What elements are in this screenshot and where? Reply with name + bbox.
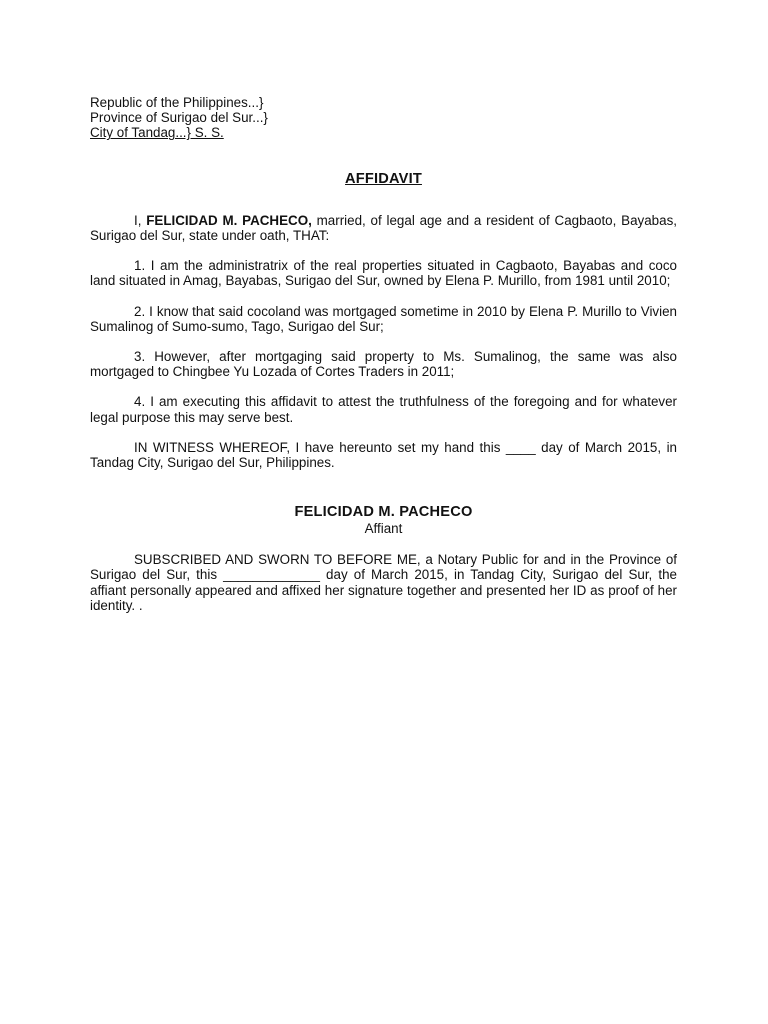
document-title: AFFIDAVIT <box>345 170 422 187</box>
intro-paragraph <box>90 213 677 243</box>
venue-city: City of Tandag...} S. S. <box>90 125 224 141</box>
jurat-paragraph: SUBSCRIBED AND SWORN TO BEFORE ME, a Notary Public for and in the Province of Surigao del Sur, this _____________ day of March 2015, in Tandag City, Surigao del Sur, the affiant personally appeared and affixed her signature together and presented her ID as proof of her identity. . <box>90 552 677 613</box>
venue-header <box>90 95 677 141</box>
document-page <box>90 95 677 628</box>
statement-item-4: 4. I am executing this affidavit to attest the truthfulness of the foregoing and for whatever legal purpose this may serve best. <box>90 394 677 425</box>
statement-item-2: 2. I know that said cocoland was mortgaged sometime in 2010 by Elena P. Murillo to Vivien Sumalinog of Sumo-sumo, Tago, Surigao del Sur; <box>90 303 677 334</box>
affiant-name-inline: FELICIDAD M. PACHECO, <box>146 212 312 228</box>
witness-paragraph: IN WITNESS WHEREOF, I have hereunto set my hand this ____ day of March 2015, in Tandag City, Surigao del Sur, Philippines. <box>90 439 677 471</box>
affiant-name: FELICIDAD M. PACHECO <box>294 504 473 521</box>
affiant-label: Affiant <box>364 521 403 537</box>
venue-country: Republic of the Philippines...} <box>90 95 264 110</box>
intro-rest: married, of legal age and a resident of Cagbaoto, Bayabas, Surigao del Sur, state under oath, THAT: <box>90 212 677 244</box>
venue-province: Province of Surigao del Sur...} <box>90 110 268 126</box>
statement-item-1: 1. I am the administratrix of the real properties situated in Cagbaoto, Bayabas and coco land situated in Amag, Bayabas, Surigao del Sur, owned by Elena P. Murillo, from 1981 until 2010; <box>90 258 677 289</box>
affiant-signature-block <box>90 504 677 536</box>
statement-item-3: 3. However, after mortgaging said property to Ms. Sumalinog, the same was also mortgaged to Chingbee Yu Lozada of Cortes Traders in 2011; <box>90 349 677 380</box>
intro-prefix: I, <box>134 212 147 228</box>
